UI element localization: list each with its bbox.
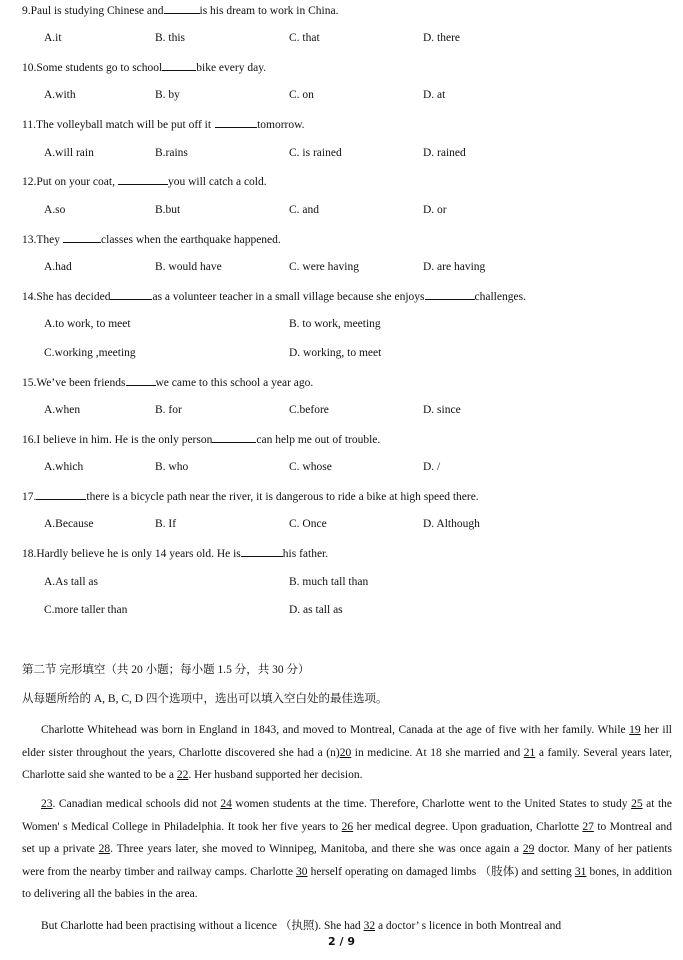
option-a: A.when — [44, 404, 81, 416]
answer-blank — [126, 376, 156, 386]
answer-blank — [425, 290, 475, 300]
option-d: D. since — [423, 404, 461, 416]
option-b: B. to work, meeting — [289, 318, 381, 330]
answer-blank — [215, 118, 257, 128]
option-d: D. rained — [423, 147, 466, 159]
option-c: C.more taller than — [44, 604, 128, 616]
option-a: A.it — [44, 32, 62, 44]
option-c: C. and — [289, 204, 320, 216]
option-b: B.rains — [155, 147, 188, 159]
option-c: C.working ,meeting — [44, 347, 136, 359]
blank-number: 22 — [176, 769, 189, 781]
option-d: D. Although — [423, 518, 480, 530]
option-c: C. Once — [289, 518, 327, 530]
question-16: 16.I believe in him. He is the only person can help me out of trouble. — [22, 434, 381, 446]
option-a: A.had — [44, 261, 72, 273]
blank-number: 19 — [629, 724, 641, 736]
answer-blank — [164, 4, 200, 14]
option-a: A.will rain — [44, 147, 94, 159]
option-d: D. are having — [423, 261, 486, 273]
blank-number: 24 — [220, 798, 232, 810]
blank-number: 28 — [98, 843, 111, 855]
option-b: B. much tall than — [289, 576, 369, 588]
option-a: A.so — [44, 204, 66, 216]
answer-blank — [241, 547, 283, 557]
passage-paragraph-1: Charlotte Whitehead was born in England in 1843, and moved to Montreal, Canada at the age of five with her family. While 19 her ill elder sister throughout the years, Charlotte discovered she had a (n)20 in medicine. At 18 she married and 21 a family. Several years later, Charlotte said she wanted to be a 22. Her husband supported her decision. — [22, 724, 672, 781]
option-c: C. that — [289, 32, 320, 44]
section-heading: 第二节 完形填空（共 20 小题；每小题 1.5 分，共 30 分） — [22, 664, 310, 676]
option-a: A.which — [44, 461, 84, 473]
option-d: D. / — [423, 461, 441, 473]
question-12: 12.Put on your coat, you will catch a cold. — [22, 176, 267, 188]
option-d: D. working, to meet — [289, 347, 382, 359]
option-a: A.Because — [44, 518, 94, 530]
option-b: B. by — [155, 89, 180, 101]
blank-number: 30 — [296, 865, 308, 878]
answer-blank — [110, 290, 152, 300]
option-c: C. were having — [289, 261, 359, 273]
question-17: 17. there is a bicycle path near the river, it is dangerous to ride a bike at high speed there. — [22, 491, 479, 503]
blank-number: 27 — [582, 820, 594, 833]
option-c: C. whose — [289, 461, 332, 473]
option-d: D. or — [423, 204, 447, 216]
option-d: D. as tall as — [289, 604, 343, 616]
option-b: B. who — [155, 461, 189, 473]
blank-number: 29 — [522, 843, 535, 855]
blank-number: 23 — [41, 798, 53, 810]
question-14: 14.She has decided as a volunteer teacher in a small village because she enjoys challenges. — [22, 291, 526, 303]
question-15: 15.We’ve been friends we came to this school a year ago. — [22, 377, 314, 389]
answer-blank — [36, 490, 86, 500]
option-d: D. at — [423, 89, 446, 101]
option-b: B.but — [155, 204, 181, 216]
question-9: 9.Paul is studying Chinese and is his dream to work in China. — [22, 5, 339, 17]
option-b: B. If — [155, 518, 177, 530]
blank-number: 26 — [341, 820, 354, 833]
section-instruction: 从每题所给的 A, B, C, D 四个选项中，选出可以填入空白处的最佳选项。 — [22, 693, 388, 705]
answer-blank — [63, 233, 101, 243]
option-b: B. this — [155, 32, 186, 44]
blank-number: 25 — [631, 798, 643, 810]
blank-number: 31 — [574, 865, 587, 878]
option-b: B. for — [155, 404, 182, 416]
option-d: D. there — [423, 32, 461, 44]
question-18: 18.Hardly believe he is only 14 years old. He is his father. — [22, 548, 329, 560]
option-c: C. on — [289, 89, 314, 101]
answer-blank — [212, 433, 256, 443]
option-a: A.to work, to meet — [44, 318, 131, 330]
blank-number: 21 — [523, 746, 536, 759]
answer-blank — [162, 61, 196, 71]
option-c: C. is rained — [289, 147, 342, 159]
option-a: A.with — [44, 89, 76, 101]
blank-number: 20 — [339, 746, 352, 759]
question-10: 10.Some students go to school bike every day. — [22, 62, 267, 74]
option-c: C.before — [289, 404, 329, 416]
answer-blank — [118, 175, 168, 185]
option-b: B. would have — [155, 261, 222, 273]
page-number: 2 / 9 — [328, 935, 355, 948]
question-11: 11.The volleyball match will be put off it tomorrow. — [22, 119, 305, 131]
passage-paragraph-3: But Charlotte had been practising without a licence （执照). She had 32 a doctor’ s licence in both Montreal and — [41, 920, 562, 932]
passage-paragraph-2: 23. Canadian medical schools did not 24 women students at the time. Therefore, Charlotte went to the United States to study 25 at the Women' s Medical College in Philadelphia. It took her five years to 26 her medical degree. Upon graduation, Charlotte 27 to Montreal and set up a private 28. Three years later, she moved to Winnipeg, Manitoba, and there she was once again a 29 doctor. Many of her patients were from the nearby timber and railway camps. Charlotte 30 herself operating on damaged limbs （肢体) and setting 31 bones, in addition to delivering all the babies in the area. — [22, 798, 673, 900]
blank-number: 32 — [363, 920, 376, 932]
option-a: A.As tall as — [44, 576, 98, 588]
question-13: 13.They classes when the earthquake happened. — [22, 234, 281, 246]
